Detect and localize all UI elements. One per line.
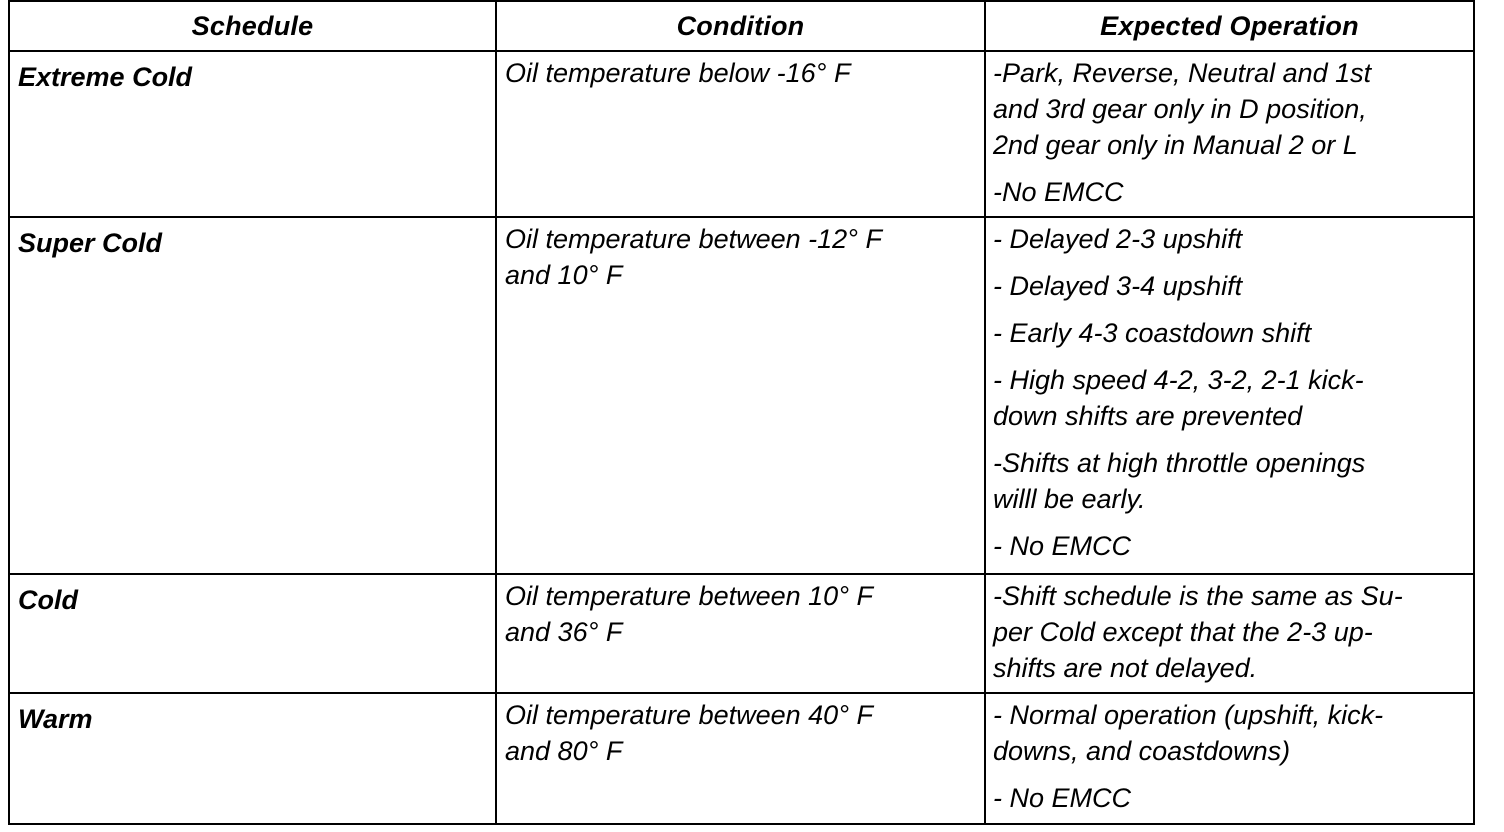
operation-list bbox=[986, 575, 1473, 686]
condition-cell bbox=[496, 51, 985, 217]
operation-item: - No EMCC bbox=[993, 531, 1132, 561]
header-condition: Condition bbox=[496, 1, 985, 51]
operation-cell bbox=[985, 693, 1474, 824]
schedule-cell bbox=[9, 51, 496, 217]
shift-schedule-table bbox=[8, 0, 1475, 825]
operation-item: -Shifts at high throttle openings willl be early. bbox=[993, 448, 1366, 514]
schedule-name: Warm bbox=[18, 704, 93, 734]
operation-item: -Shift schedule is the same as Su- per Cold except that the 2-3 up- shifts are not delayed. bbox=[993, 581, 1403, 683]
table-row-warm bbox=[9, 693, 1474, 824]
condition-text: Oil temperature between 10° F and 36° F bbox=[505, 581, 873, 647]
operation-item: -Park, Reverse, Neutral and 1st and 3rd gear only in D position, 2nd gear only in Manual 2 or L bbox=[993, 58, 1372, 160]
condition-text: Oil temperature between 40° F and 80° F bbox=[505, 700, 873, 766]
condition-cell bbox=[496, 217, 985, 574]
condition-text: Oil temperature between -12° F and 10° F bbox=[505, 224, 882, 290]
table-row-extreme-cold bbox=[9, 51, 1474, 217]
condition-cell bbox=[496, 693, 985, 824]
header-row bbox=[9, 1, 1474, 51]
condition-text: Oil temperature below -16° F bbox=[505, 58, 851, 88]
schedule-name: Cold bbox=[18, 585, 78, 615]
operation-list bbox=[986, 52, 1473, 210]
schedule-name: Super Cold bbox=[18, 228, 163, 258]
schedule-cell bbox=[9, 217, 496, 574]
operation-item: - No EMCC bbox=[993, 783, 1132, 813]
operation-cell bbox=[985, 574, 1474, 693]
table-row-super-cold bbox=[9, 217, 1474, 574]
operation-item: - Delayed 2-3 upshift bbox=[993, 224, 1243, 254]
operation-cell bbox=[985, 217, 1474, 574]
operation-item: - Normal operation (upshift, kick- downs, and coastdowns) bbox=[993, 700, 1384, 766]
header-expected-operation: Expected Operation bbox=[985, 1, 1474, 51]
operation-item: - Delayed 3-4 upshift bbox=[993, 271, 1243, 301]
schedule-name: Extreme Cold bbox=[18, 62, 193, 92]
header-schedule: Schedule bbox=[9, 1, 496, 51]
schedule-cell bbox=[9, 574, 496, 693]
operation-item: -No EMCC bbox=[993, 177, 1124, 207]
operation-cell bbox=[985, 51, 1474, 217]
operation-list bbox=[986, 218, 1473, 564]
schedule-cell bbox=[9, 693, 496, 824]
operation-list bbox=[986, 694, 1473, 816]
table-row-cold bbox=[9, 574, 1474, 693]
operation-item: - Early 4-3 coastdown shift bbox=[993, 318, 1312, 348]
operation-item: - High speed 4-2, 3-2, 2-1 kick- down shifts are prevented bbox=[993, 365, 1364, 431]
condition-cell bbox=[496, 574, 985, 693]
